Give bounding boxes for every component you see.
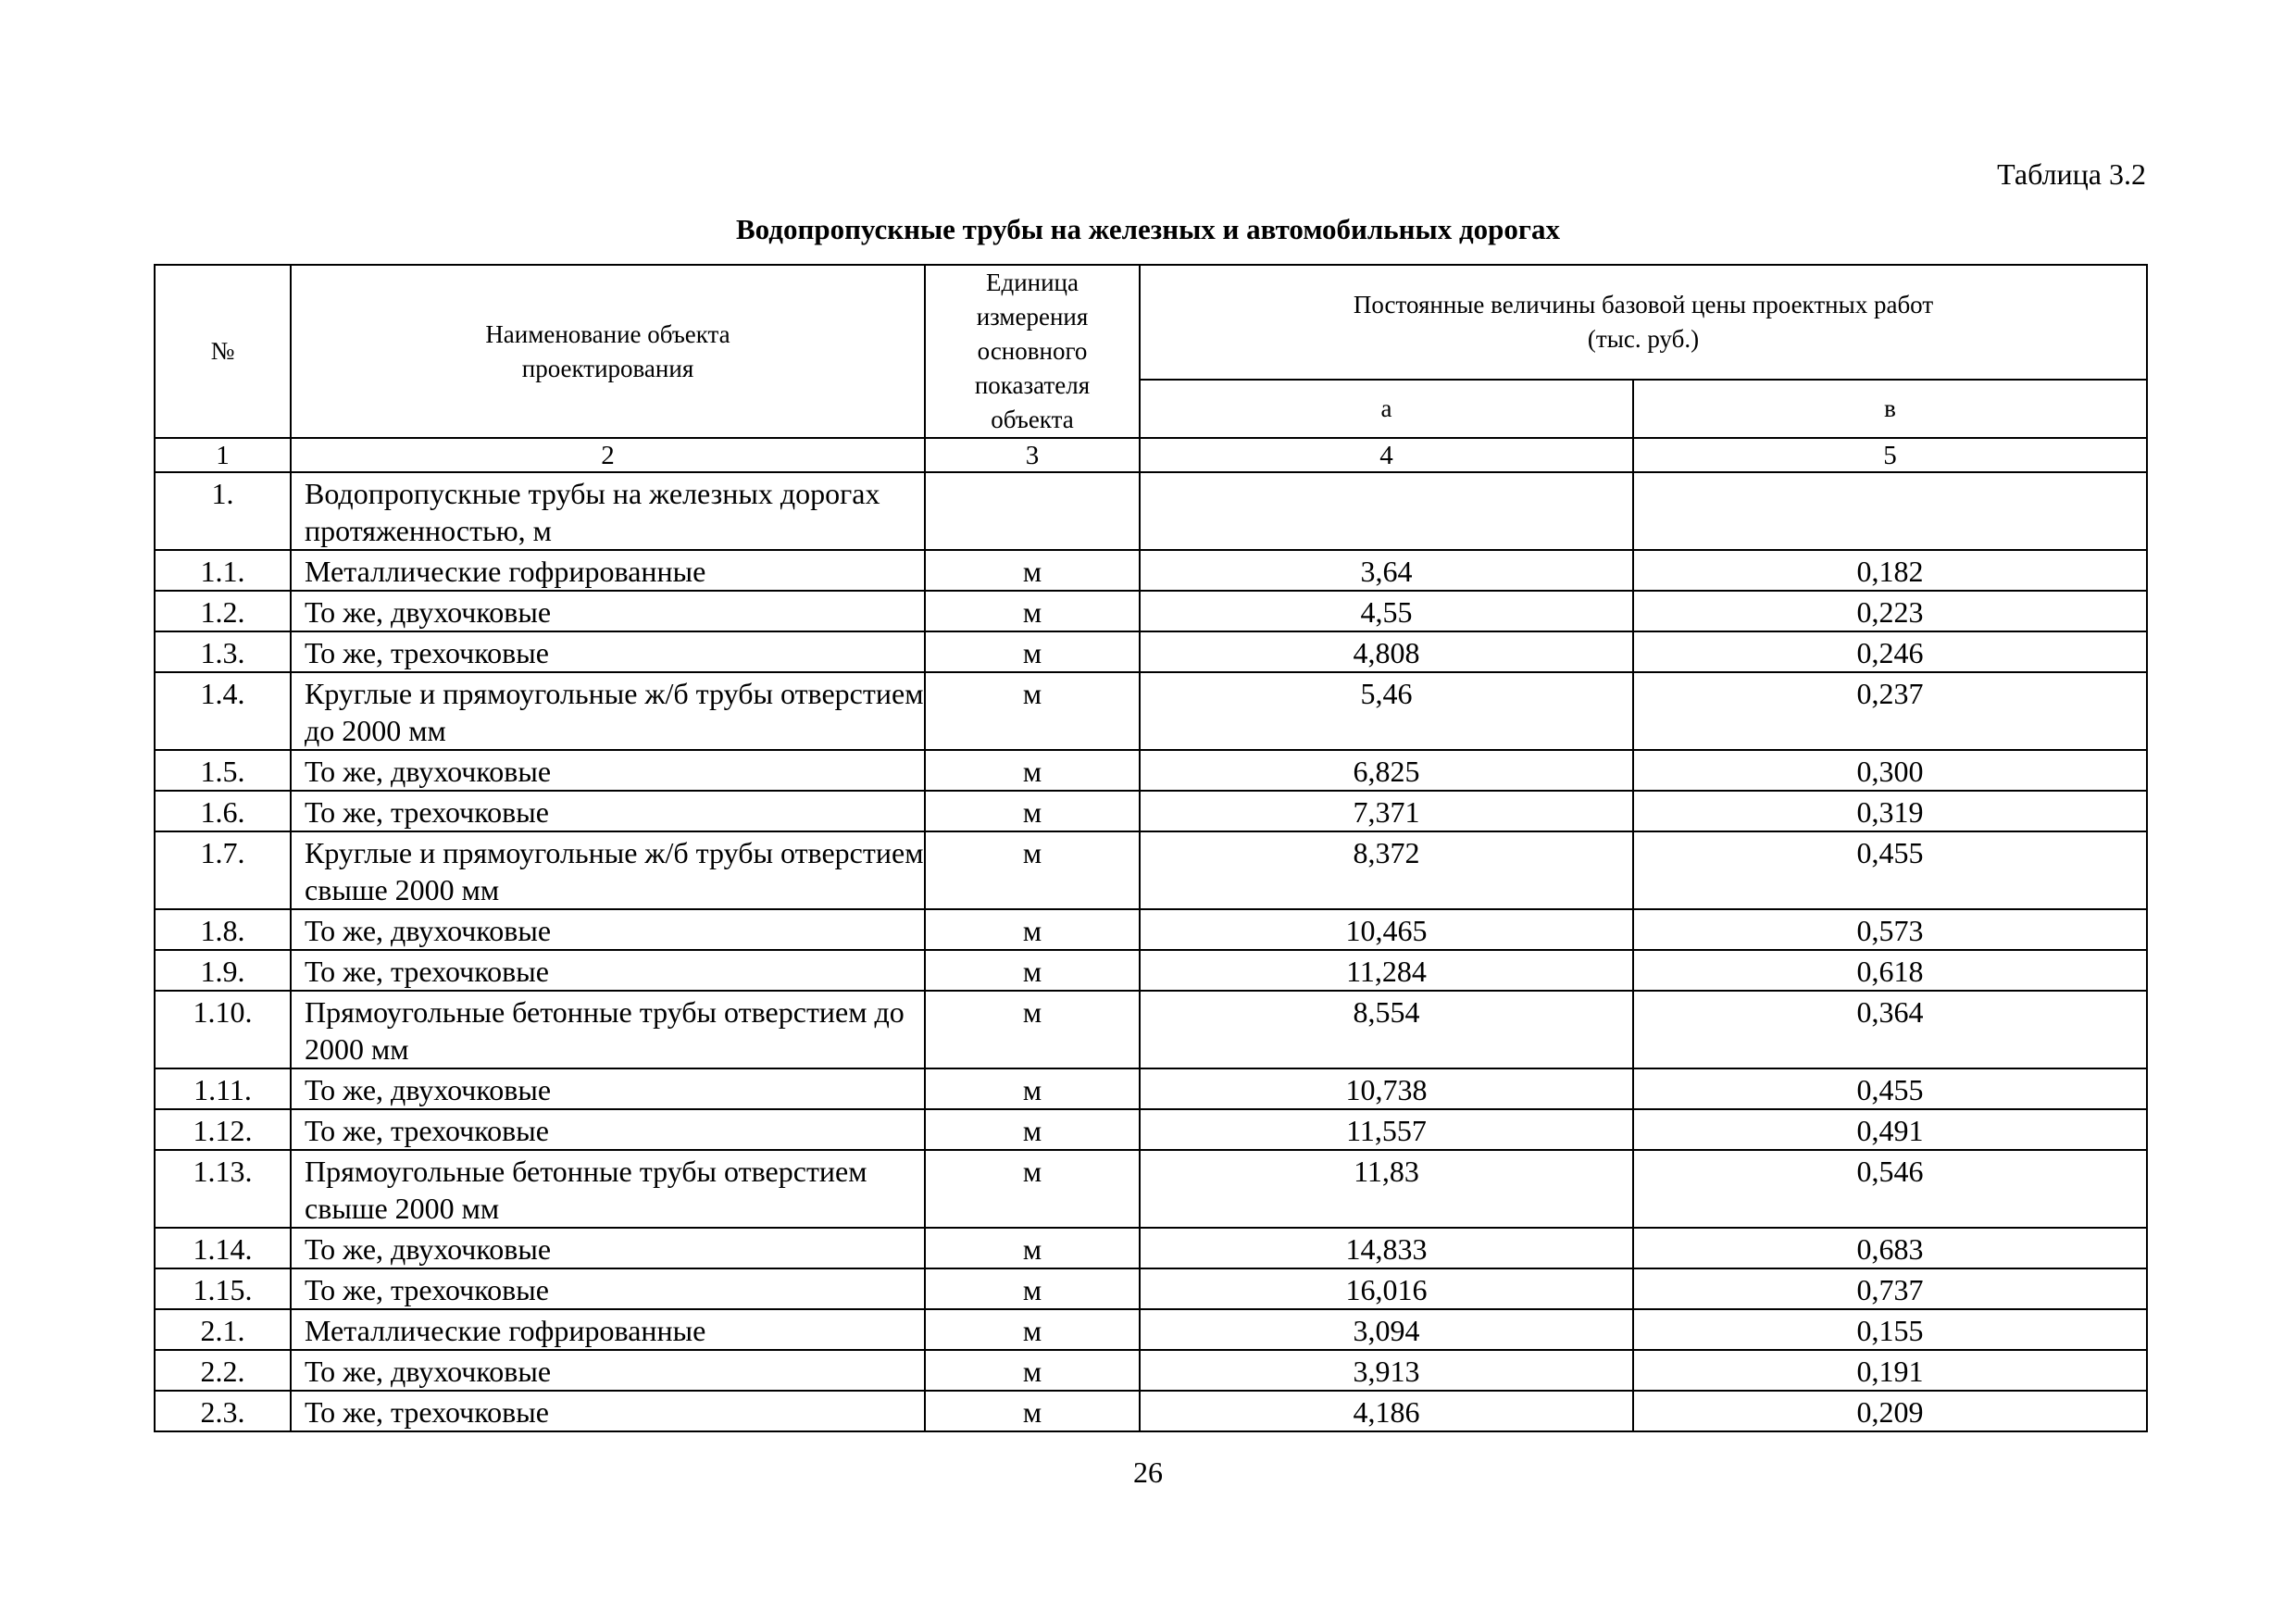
table-row	[155, 550, 2147, 591]
header-col-b: в	[1633, 380, 2147, 438]
row-name: То же, трехочковые	[291, 950, 925, 991]
row-value-b: 0,618	[1633, 950, 2147, 991]
header-unit-line: основного	[977, 337, 1088, 365]
row-unit: м	[925, 631, 1140, 672]
column-number: 3	[925, 438, 1140, 472]
row-unit: м	[925, 791, 1140, 831]
row-name: То же, двухочковые	[291, 909, 925, 950]
row-value-b: 0,683	[1633, 1228, 2147, 1268]
row-value-b: 0,319	[1633, 791, 2147, 831]
table-row	[155, 909, 2147, 950]
row-value-a: 3,913	[1140, 1350, 1633, 1391]
header-price-line: Постоянные величины базовой цены проектных работ	[1353, 290, 1934, 319]
row-number: 2.3.	[155, 1391, 291, 1431]
row-value-a: 11,557	[1140, 1109, 1633, 1150]
table-row	[155, 950, 2147, 991]
row-number: 1.2.	[155, 591, 291, 631]
header-name-line: Наименование объекта	[485, 319, 730, 348]
row-value-b: 0,237	[1633, 672, 2147, 750]
row-name: Металлические гофрированные	[291, 1309, 925, 1350]
column-number: 1	[155, 438, 291, 472]
row-unit	[925, 472, 1140, 550]
table-row	[155, 991, 2147, 1068]
row-number: 1.5.	[155, 750, 291, 791]
row-unit: м	[925, 1150, 1140, 1228]
row-unit: м	[925, 1309, 1140, 1350]
row-name: Прямоугольные бетонные трубы отверстием до 2000 мм	[291, 991, 925, 1068]
row-value-a: 10,738	[1140, 1068, 1633, 1109]
row-value-b: 0,546	[1633, 1150, 2147, 1228]
row-value-b: 0,491	[1633, 1109, 2147, 1150]
row-unit: м	[925, 831, 1140, 909]
table-row	[155, 1268, 2147, 1309]
table-body	[155, 472, 2147, 1431]
row-unit: м	[925, 991, 1140, 1068]
row-number: 1.12.	[155, 1109, 291, 1150]
table-row	[155, 1309, 2147, 1350]
table-row	[155, 1391, 2147, 1431]
table-row	[155, 472, 2147, 550]
row-number: 1.10.	[155, 991, 291, 1068]
row-number: 1.	[155, 472, 291, 550]
table-row	[155, 750, 2147, 791]
row-value-a: 7,371	[1140, 791, 1633, 831]
header-price-line: (тыс. руб.)	[1587, 324, 1700, 353]
header-unit-line: измерения	[976, 303, 1089, 331]
row-number: 1.6.	[155, 791, 291, 831]
header-price	[1140, 265, 2147, 380]
column-number-row	[155, 438, 2147, 472]
table-caption: Таблица 3.2	[1997, 157, 2146, 191]
row-value-b: 0,209	[1633, 1391, 2147, 1431]
header-unit	[925, 265, 1140, 438]
row-value-a: 16,016	[1140, 1268, 1633, 1309]
row-unit: м	[925, 1268, 1140, 1309]
header-col-a: а	[1140, 380, 1633, 438]
table-title: Водопропускные трубы на железных и автомобильных дорогах	[736, 213, 1560, 245]
page-number: 26	[1133, 1455, 1163, 1489]
row-value-a: 14,833	[1140, 1228, 1633, 1268]
row-value-b: 0,364	[1633, 991, 2147, 1068]
row-value-a: 11,284	[1140, 950, 1633, 991]
row-value-a	[1140, 472, 1633, 550]
row-unit: м	[925, 1391, 1140, 1431]
row-number: 1.3.	[155, 631, 291, 672]
row-value-b: 0,182	[1633, 550, 2147, 591]
row-number: 1.11.	[155, 1068, 291, 1109]
row-value-a: 4,55	[1140, 591, 1633, 631]
row-value-b: 0,573	[1633, 909, 2147, 950]
table-row	[155, 831, 2147, 909]
row-name: То же, двухочковые	[291, 1068, 925, 1109]
table-row	[155, 672, 2147, 750]
row-name: Металлические гофрированные	[291, 550, 925, 591]
table-row	[155, 1109, 2147, 1150]
column-number: 2	[291, 438, 925, 472]
row-value-a: 4,186	[1140, 1391, 1633, 1431]
row-name: Круглые и прямоугольные ж/б трубы отверстием свыше 2000 мм	[291, 831, 925, 909]
row-unit: м	[925, 1109, 1140, 1150]
row-value-b: 0,455	[1633, 1068, 2147, 1109]
row-unit: м	[925, 909, 1140, 950]
row-number: 1.1.	[155, 550, 291, 591]
row-value-a: 8,554	[1140, 991, 1633, 1068]
row-number: 1.4.	[155, 672, 291, 750]
row-unit: м	[925, 950, 1140, 991]
row-value-a: 4,808	[1140, 631, 1633, 672]
row-number: 2.1.	[155, 1309, 291, 1350]
row-value-b: 0,191	[1633, 1350, 2147, 1391]
row-unit: м	[925, 750, 1140, 791]
row-value-b: 0,246	[1633, 631, 2147, 672]
row-name: То же, двухочковые	[291, 591, 925, 631]
row-value-b: 0,737	[1633, 1268, 2147, 1309]
row-value-a: 3,094	[1140, 1309, 1633, 1350]
column-number: 4	[1140, 438, 1633, 472]
table-row	[155, 591, 2147, 631]
row-name: То же, трехочковые	[291, 1268, 925, 1309]
header-unit-line: объекта	[991, 406, 1074, 433]
row-name: Водопропускные трубы на железных дорогах протяженностью, м	[291, 472, 925, 550]
row-value-a: 10,465	[1140, 909, 1633, 950]
row-name: Прямоугольные бетонные трубы отверстием свыше 2000 мм	[291, 1150, 925, 1228]
table-row	[155, 631, 2147, 672]
row-value-b: 0,155	[1633, 1309, 2147, 1350]
row-number: 1.14.	[155, 1228, 291, 1268]
row-name: То же, двухочковые	[291, 750, 925, 791]
row-unit: м	[925, 672, 1140, 750]
row-value-b: 0,455	[1633, 831, 2147, 909]
table-row	[155, 1150, 2147, 1228]
row-number: 2.2.	[155, 1350, 291, 1391]
row-value-b: 0,223	[1633, 591, 2147, 631]
price-table	[154, 264, 2148, 1432]
row-unit: м	[925, 1068, 1140, 1109]
row-value-a: 6,825	[1140, 750, 1633, 791]
header-name-line: проектирования	[521, 354, 694, 382]
row-number: 1.8.	[155, 909, 291, 950]
header-num: №	[155, 265, 291, 438]
row-value-a: 11,83	[1140, 1150, 1633, 1228]
row-name: То же, трехочковые	[291, 1391, 925, 1431]
header-unit-line: показателя	[974, 371, 1091, 399]
row-unit: м	[925, 591, 1140, 631]
row-value-b: 0,300	[1633, 750, 2147, 791]
row-number: 1.15.	[155, 1268, 291, 1309]
row-number: 1.7.	[155, 831, 291, 909]
row-number: 1.9.	[155, 950, 291, 991]
row-value-a: 3,64	[1140, 550, 1633, 591]
table-row	[155, 1228, 2147, 1268]
row-unit: м	[925, 1228, 1140, 1268]
row-name: То же, трехочковые	[291, 631, 925, 672]
row-value-a: 8,372	[1140, 831, 1633, 909]
row-name: Круглые и прямоугольные ж/б трубы отверстием до 2000 мм	[291, 672, 925, 750]
header-unit-line: Единица	[985, 269, 1079, 296]
row-name: То же, двухочковые	[291, 1228, 925, 1268]
row-value-a: 5,46	[1140, 672, 1633, 750]
row-unit: м	[925, 550, 1140, 591]
table-row	[155, 1068, 2147, 1109]
row-name: То же, двухочковые	[291, 1350, 925, 1391]
row-value-b	[1633, 472, 2147, 550]
row-name: То же, трехочковые	[291, 1109, 925, 1150]
table-row	[155, 1350, 2147, 1391]
table-header	[155, 265, 2147, 472]
row-number: 1.13.	[155, 1150, 291, 1228]
column-number: 5	[1633, 438, 2147, 472]
row-name: То же, трехочковые	[291, 791, 925, 831]
header-name	[291, 265, 925, 438]
table-row	[155, 791, 2147, 831]
row-unit: м	[925, 1350, 1140, 1391]
